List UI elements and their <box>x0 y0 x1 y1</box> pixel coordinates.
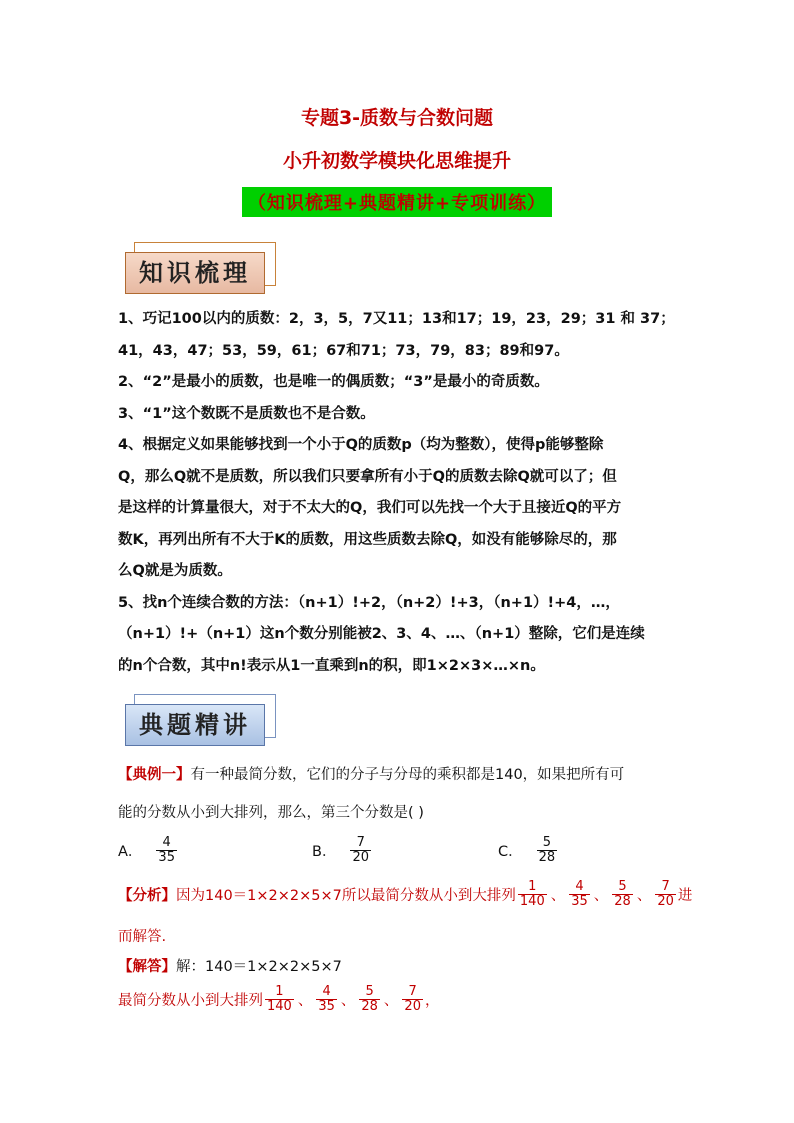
fraction-numerator: 4 <box>575 879 584 894</box>
fraction <box>402 985 423 1014</box>
solution-end: ， <box>424 993 440 1009</box>
separator: 、 <box>593 888 609 904</box>
option-a[interactable] <box>118 836 179 865</box>
document-title: 专题3-质数与合数问题 <box>300 107 494 129</box>
fraction-numerator: 7 <box>661 879 670 894</box>
option-fraction <box>156 836 177 865</box>
fraction-numerator: 4 <box>162 835 171 850</box>
analysis-tag: 【分析】 <box>118 888 176 904</box>
fraction-denominator: 20 <box>404 999 421 1014</box>
option-label: C． <box>498 844 523 860</box>
fraction-numerator: 4 <box>322 984 331 999</box>
option-fraction <box>350 836 371 865</box>
fraction-numerator: 5 <box>365 984 374 999</box>
knowledge-line: 数K，再列出所有不大于K的质数，用这些质数去除Q，如没有能够除尽的，那 <box>118 531 617 548</box>
fraction-numerator: 5 <box>618 879 627 894</box>
fraction-numerator: 5 <box>542 835 552 850</box>
knowledge-line: 是这样的计算量很大，对于不太大的Q，我们可以先找一个大于且接近Q的平方 <box>118 500 622 516</box>
separator: 、 <box>297 993 313 1009</box>
solution-tag: 【解答】 <box>118 959 176 975</box>
separator: 、 <box>550 888 566 904</box>
knowledge-line: 5、找n个连续合数的方法：（n+1）!+2，（n+2）!+3，（n+1）!+4，…， <box>118 594 620 611</box>
option-label: A． <box>118 844 143 860</box>
question-text: 有一种最简分数，它们的分子与分母的乘积都是140，如果把所有可 <box>190 767 625 783</box>
analysis-end-line: 而解答. <box>118 929 167 945</box>
fraction-numerator: 1 <box>275 984 284 999</box>
tagline-wrap <box>0 187 794 217</box>
solution-line <box>118 955 718 976</box>
analysis-text: 因为140＝1×2×2×5×7所以最简分数从小到大排列 <box>176 888 516 904</box>
option-c[interactable] <box>498 836 559 865</box>
knowledge-line: 2、“2”是最小的质数，也是唯一的偶质数；“3”是最小的奇质数。 <box>118 374 549 390</box>
knowledge-line: 1、巧记100以内的质数：2，3，5，7又11；13和17；19，23，29；31 和 37； <box>118 311 675 327</box>
knowledge-line: 么Q就是为质数。 <box>118 563 232 579</box>
solution-text: 解：140＝1×2×2×5×7 <box>176 959 342 975</box>
solution-line-2 <box>118 985 718 1014</box>
separator: 、 <box>383 993 399 1009</box>
fraction-denominator: 35 <box>571 894 588 909</box>
knowledge-line: Q，那么Q就不是质数，所以我们只要拿所有小于Q的质数去除Q就可以了；但 <box>118 468 617 485</box>
document-subtitle: 小升初数学模块化思维提升 <box>282 150 511 172</box>
solution-text: 最简分数从小到大排列 <box>118 993 263 1009</box>
fraction <box>612 880 633 909</box>
option-fraction <box>537 836 558 865</box>
example-tag: 【典例一】 <box>118 767 191 783</box>
fraction <box>569 880 590 909</box>
fraction <box>265 985 294 1014</box>
example-question <box>118 761 688 827</box>
document-tagline: （知识梳理+典题精讲+专项训练） <box>242 187 552 217</box>
separator: 、 <box>636 888 652 904</box>
knowledge-points <box>118 304 688 682</box>
knowledge-line: 4、根据定义如果能够找到一个小于Q的质数p（均为整数），使得p能够整除 <box>118 437 604 453</box>
section-label: 典题精讲 <box>125 704 265 746</box>
analysis-line <box>118 880 718 909</box>
fraction-denominator: 35 <box>158 850 175 865</box>
answer-options <box>118 836 688 876</box>
question-text-line2: 能的分数从小到大排列，那么，第三个分数是( ) <box>118 805 424 821</box>
fraction <box>518 880 547 909</box>
fraction <box>359 985 380 1014</box>
knowledge-line: 3、“1”这个数既不是质数也不是合数。 <box>118 405 375 422</box>
knowledge-line: 41，43，47；53，59，61；67和71；73，79，83；89和97。 <box>118 342 569 359</box>
fraction-denominator: 140 <box>267 999 292 1014</box>
fraction-denominator: 20 <box>352 850 369 865</box>
knowledge-line: （n+1）!+（n+1）这n个数分别能被2、3、4、…、（n+1）整除，它们是连续 <box>118 626 645 642</box>
fraction <box>316 985 337 1014</box>
fraction-numerator: 7 <box>408 984 417 999</box>
fraction-denominator: 28 <box>361 999 378 1014</box>
fraction-denominator: 28 <box>538 850 556 865</box>
fraction-numerator: 1 <box>528 879 537 894</box>
analysis-end: 进 <box>677 888 693 904</box>
knowledge-line: 的n个合数，其中n!表示从1一直乘到n的积，即1×2×3×…×n。 <box>118 657 545 674</box>
separator: 、 <box>340 993 356 1009</box>
fraction-denominator: 20 <box>657 894 674 909</box>
option-b[interactable] <box>312 836 373 865</box>
fraction-numerator: 7 <box>356 835 365 850</box>
option-label: B． <box>312 844 337 860</box>
fraction-denominator: 140 <box>519 894 545 909</box>
fraction <box>655 880 676 909</box>
fraction-denominator: 28 <box>614 894 631 909</box>
fraction-denominator: 35 <box>318 999 335 1014</box>
section-banner-knowledge <box>125 252 265 294</box>
section-label: 知识梳理 <box>125 252 265 294</box>
section-banner-examples <box>125 704 265 746</box>
